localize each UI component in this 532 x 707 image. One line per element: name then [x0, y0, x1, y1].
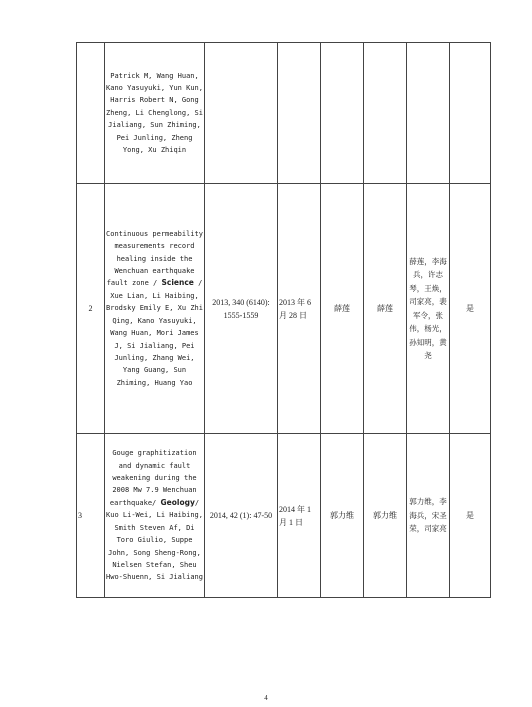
included-flag: 是: [450, 184, 491, 434]
volume-pages: [205, 43, 278, 184]
row-number: [77, 43, 105, 184]
paper-title-cell: [105, 434, 205, 598]
domestic-authors: 郭力维，李海兵，宋圣荣，司家亮: [407, 434, 450, 598]
paper-authors-text: / Xue Lian, Li Haibing, Brodsky Emily E, Xu Zhi Qing, Kano Yasuyuki, Wang Huan, Mori James J, Si Jialiang, Pei Junling, Zhang Wei, Yang Guang, Sun Zhiming, Huang Yao: [106, 279, 203, 387]
publication-date: 2014 年 1 月 1 日: [278, 434, 321, 598]
journal-name: Science: [161, 278, 194, 288]
table-row: [77, 434, 491, 598]
paper-title-text: Gouge graphitization and dynamic fault weakening during the 2008 Mw 7.9 Wenchuan earthquake/: [109, 449, 197, 507]
paper-authors-text: / Kuo Li-Wei, Li Haibing, Smith Steven Af, Di Toro Giulio, Suppe John, Song Sheng-Rong, Nielsen Stefan, Sheu Hwo-Shuenn, Si Jialiang: [106, 498, 203, 582]
first-author: [321, 43, 364, 184]
page-number: 4: [264, 694, 268, 702]
row-number: 3: [77, 434, 105, 598]
domestic-authors: [407, 43, 450, 184]
first-author: 郭力维: [321, 434, 364, 598]
publication-date: [278, 43, 321, 184]
paper-authors-text: Patrick M, Wang Huan, Kano Yasuyuki, Yun Kun, Harris Robert N, Gong Zheng, Li Chenglong, Si Jialiang, Sun Zhiming, Pei Junling, Zheng Yong, Xu Zhiqin: [106, 71, 203, 155]
journal-name: Geology: [160, 497, 195, 507]
publication-date: 2013 年 6 月 28 日: [278, 184, 321, 434]
volume-pages: 2013, 340 (6140): 1555-1559: [205, 184, 278, 434]
included-flag: [450, 43, 491, 184]
paper-title-text: Continuous permeability measurements record healing inside the Wenchuan earthquake fault zone /: [106, 229, 203, 288]
paper-title-cell: [105, 43, 205, 184]
table-row: [77, 184, 491, 434]
publication-table: [76, 42, 491, 598]
volume-pages: 2014, 42 (1): 47-50: [205, 434, 278, 598]
corresponding-author: 郭力维: [364, 434, 407, 598]
included-flag: 是: [450, 434, 491, 598]
corresponding-author: 薛莲: [364, 184, 407, 434]
first-author: 薛莲: [321, 184, 364, 434]
corresponding-author: [364, 43, 407, 184]
paper-title-cell: [105, 184, 205, 434]
row-number: 2: [77, 184, 105, 434]
domestic-authors: 薛莲，李海兵，许志琴，王焕，司家亮，裴军令，张伟，杨光，孙知明，黄尧: [407, 184, 450, 434]
table-row: [77, 43, 491, 184]
